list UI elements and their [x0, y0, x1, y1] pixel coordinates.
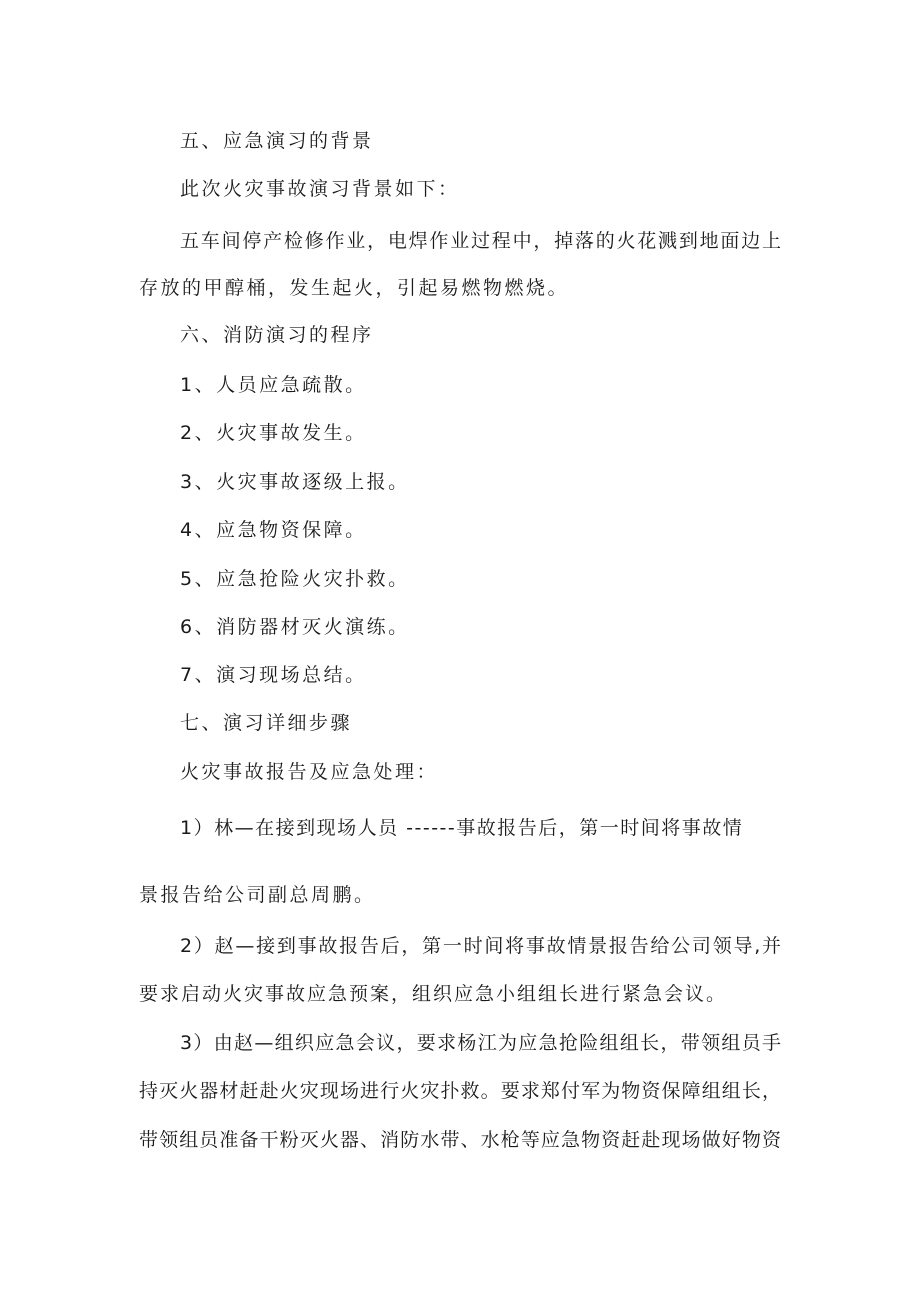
step-2-paragraph-line: 2）赵—接到事故报告后，第一时间将事故情景报告给公司领导,并	[180, 935, 781, 957]
background-intro: 此次火灾事故演习背景如下：	[180, 178, 460, 200]
step-3-paragraph-line: 3）由赵—组织应急会议，要求杨江为应急抢险组组长，带领组员手	[180, 1032, 781, 1054]
section-heading-7: 七、演习详细步骤	[180, 712, 353, 734]
procedure-step: 6、消防器材灭火演练。	[180, 616, 410, 638]
background-paragraph-line: 五车间停产检修作业，电焊作业过程中，掉落的火花溅到地面边上	[180, 230, 781, 252]
step-1-paragraph-line: 景报告给公司副总周鹏。	[139, 884, 376, 906]
procedure-step: 4、应急物资保障。	[180, 519, 367, 541]
procedure-step: 7、演习现场总结。	[180, 664, 367, 686]
step-1-paragraph-line: 1）林—在接到现场人员 ------事故报告后，第一时间将事故情	[180, 817, 744, 839]
step-2-paragraph-line: 要求启动火灾事故应急预案，组织应急小组组长进行紧急会议。	[139, 983, 728, 1005]
procedure-step: 5、应急抢险火灾扑救。	[180, 568, 410, 590]
step-3-paragraph-line: 带领组员准备干粉灭火器、消防水带、水枪等应急物资赶赴现场做好物资	[139, 1129, 781, 1151]
section-heading-6: 六、消防演习的程序	[180, 324, 374, 346]
procedure-step: 1、人员应急疏散。	[180, 374, 367, 396]
section-heading-5: 五、应急演习的背景	[180, 130, 374, 152]
background-paragraph-line: 存放的甲醇桶，发生起火，引起易燃物燃烧。	[139, 277, 570, 299]
report-intro: 火灾事故报告及应急处理：	[180, 761, 439, 783]
procedure-step: 3、火灾事故逐级上报。	[180, 471, 410, 493]
procedure-step: 2、火灾事故发生。	[180, 422, 367, 444]
step-3-paragraph-line: 持灭火器材赶赴火灾现场进行火灾扑救。要求郑付军为物资保障组组长，	[139, 1080, 781, 1102]
